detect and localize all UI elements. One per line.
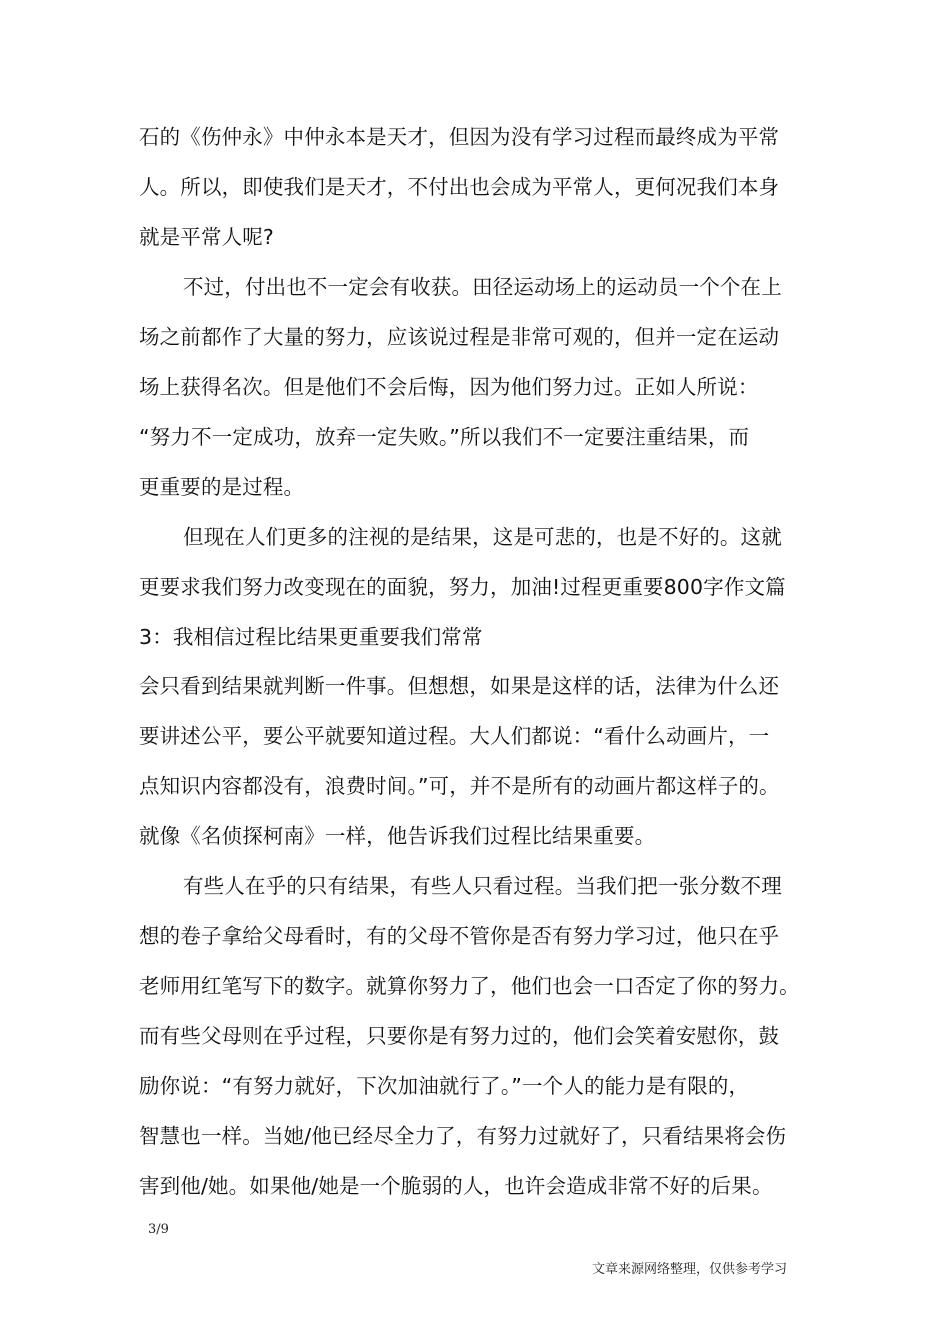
body-line-13: 要讲述公平，要公平就要知道过程。大人们都说：“看什么动画片，一 [139,724,770,748]
body-line-1: 石的《伤仲永》中仲永本是天才，但因为没有学习过程而最终成为平常 [139,125,780,149]
body-line-19: 而有些父母则在乎过程，只要你是有努力过的，他们会笑着安慰你，鼓 [139,1024,780,1048]
body-line-7: “努力不一定成功，放弃一定失败。”所以我们不一定要注重结果，而 [139,425,750,449]
body-line-5: 场之前都作了大量的努力，应该说过程是非常可观的，但并一定在运动 [139,325,780,349]
body-line-17: 想的卷子拿给父母看时，有的父母不管你是否有努力学习过，他只在乎 [139,924,780,948]
body-line-21: 智慧也一样。当她/他已经尽全力了，有努力过就好了，只看结果将会伤 [139,1124,787,1148]
body-line-14: 点知识内容都没有，浪费时间。”可，并不是所有的动画片都这样子的。 [139,774,780,798]
body-line-4: 不过，付出也不一定会有收获。田径运动场上的运动员一个个在上 [183,275,782,299]
body-line-6: 场上获得名次。但是他们不会后悔，因为他们努力过。正如人所说： [139,375,759,399]
body-line-20: 励你说：“有努力就好，下次加油就行了。”一个人的能力是有限的， [139,1074,750,1098]
footer-source-note: 文章来源网络整理，仅供参考学习 [592,1262,788,1277]
body-line-15: 就像《名侦探柯南》一样，他告诉我们过程比结果重要。 [139,824,656,848]
body-line-2: 人。所以，即使我们是天才，不付出也会成为平常人，更何况我们本身 [139,175,780,199]
body-line-12: 会只看到结果就判断一件事。但想想，如果是这样的话，法律为什么还 [139,674,780,698]
body-line-11: 3：我相信过程比结果更重要我们常常 [139,625,483,649]
body-line-9: 但现在人们更多的注视的是结果，这是可悲的，也是不好的。这就 [183,525,782,549]
body-line-16: 有些人在乎的只有结果，有些人只看过程。当我们把一张分数不理 [183,874,782,898]
body-line-22: 害到他/她。如果他/她是一个脆弱的人，也许会造成非常不好的后果。 [139,1174,773,1198]
body-line-3: 就是平常人呢? [139,225,274,249]
body-line-18: 老师用红笔写下的数字。就算你努力了，他们也会一口否定了你的努力。 [139,974,800,998]
body-line-10: 更要求我们努力改变现在的面貌，努力，加油!过程更重要800字作文篇 [139,575,786,599]
body-line-8: 更重要的是过程。 [139,475,305,499]
page-number: 3/9 [148,1222,169,1237]
